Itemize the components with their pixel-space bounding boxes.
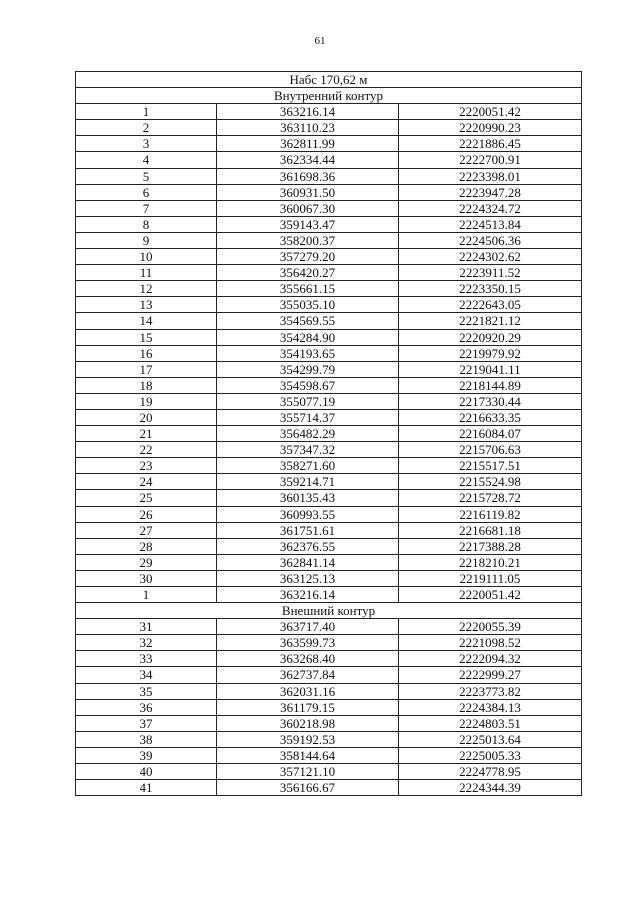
point-number-cell: 10 (76, 249, 217, 265)
table-row (76, 764, 582, 780)
point-number-cell: 36 (76, 699, 217, 715)
table-row (76, 265, 582, 281)
x-coordinate-cell: 355077.19 (217, 393, 399, 409)
x-coordinate-cell: 359192.53 (217, 731, 399, 747)
x-coordinate-cell: 356420.27 (217, 265, 399, 281)
point-number-cell: 19 (76, 393, 217, 409)
y-coordinate-cell: 2223911.52 (399, 265, 582, 281)
point-number-cell: 38 (76, 731, 217, 747)
x-coordinate-cell: 363110.23 (217, 120, 399, 136)
point-number-cell: 16 (76, 345, 217, 361)
x-coordinate-cell: 358271.60 (217, 458, 399, 474)
point-number-cell: 37 (76, 715, 217, 731)
point-number-cell: 35 (76, 683, 217, 699)
point-number-cell: 41 (76, 780, 217, 796)
table-row (76, 554, 582, 570)
x-coordinate-cell: 358200.37 (217, 232, 399, 248)
table-row (76, 216, 582, 232)
table-row (76, 313, 582, 329)
point-number-cell: 34 (76, 667, 217, 683)
coordinates-table (75, 71, 582, 796)
table-row (76, 329, 582, 345)
x-coordinate-cell: 355714.37 (217, 409, 399, 425)
point-number-cell: 21 (76, 426, 217, 442)
x-coordinate-cell: 360218.98 (217, 715, 399, 731)
point-number-cell: 3 (76, 136, 217, 152)
y-coordinate-cell: 2216084.07 (399, 426, 582, 442)
y-coordinate-cell: 2215524.98 (399, 474, 582, 490)
table-row (76, 200, 582, 216)
y-coordinate-cell: 2223350.15 (399, 281, 582, 297)
x-coordinate-cell: 362811.99 (217, 136, 399, 152)
point-number-cell: 11 (76, 265, 217, 281)
x-coordinate-cell: 360931.50 (217, 184, 399, 200)
y-coordinate-cell: 2220051.42 (399, 587, 582, 603)
point-number-cell: 27 (76, 522, 217, 538)
table-row (76, 249, 582, 265)
y-coordinate-cell: 2219111.05 (399, 570, 582, 586)
point-number-cell: 1 (76, 104, 217, 120)
table-row (76, 136, 582, 152)
point-number-cell: 1 (76, 587, 217, 603)
point-number-cell: 26 (76, 506, 217, 522)
table-row (76, 345, 582, 361)
y-coordinate-cell: 2218144.89 (399, 377, 582, 393)
y-coordinate-cell: 2224324.72 (399, 200, 582, 216)
y-coordinate-cell: 2216681.18 (399, 522, 582, 538)
point-number-cell: 5 (76, 168, 217, 184)
point-number-cell: 7 (76, 200, 217, 216)
table-row (76, 699, 582, 715)
x-coordinate-cell: 354299.79 (217, 361, 399, 377)
point-number-cell: 25 (76, 490, 217, 506)
table-row (76, 120, 582, 136)
x-coordinate-cell: 354284.90 (217, 329, 399, 345)
table-row (76, 458, 582, 474)
point-number-cell: 20 (76, 409, 217, 425)
x-coordinate-cell: 359214.71 (217, 474, 399, 490)
y-coordinate-cell: 2224384.13 (399, 699, 582, 715)
point-number-cell: 31 (76, 619, 217, 635)
y-coordinate-cell: 2219979.92 (399, 345, 582, 361)
x-coordinate-cell: 354598.67 (217, 377, 399, 393)
y-coordinate-cell: 2220990.23 (399, 120, 582, 136)
x-coordinate-cell: 361751.61 (217, 522, 399, 538)
x-coordinate-cell: 357347.32 (217, 442, 399, 458)
point-number-cell: 30 (76, 570, 217, 586)
y-coordinate-cell: 2224513.84 (399, 216, 582, 232)
table-row (76, 587, 582, 603)
table-row (76, 152, 582, 168)
point-number-cell: 13 (76, 297, 217, 313)
x-coordinate-cell: 362737.84 (217, 667, 399, 683)
point-number-cell: 6 (76, 184, 217, 200)
x-coordinate-cell: 363216.14 (217, 587, 399, 603)
table-row (76, 409, 582, 425)
table-row (76, 393, 582, 409)
table-row (76, 297, 582, 313)
table-row (76, 747, 582, 763)
table-row (76, 570, 582, 586)
table-row (76, 635, 582, 651)
point-number-cell: 2 (76, 120, 217, 136)
x-coordinate-cell: 361179.15 (217, 699, 399, 715)
table-row (76, 281, 582, 297)
y-coordinate-cell: 2220051.42 (399, 104, 582, 120)
point-number-cell: 28 (76, 538, 217, 554)
point-number-cell: 24 (76, 474, 217, 490)
y-coordinate-cell: 2222700.91 (399, 152, 582, 168)
y-coordinate-cell: 2217330.44 (399, 393, 582, 409)
table-row (76, 232, 582, 248)
y-coordinate-cell: 2221821.12 (399, 313, 582, 329)
table-row (76, 619, 582, 635)
point-number-cell: 15 (76, 329, 217, 345)
table-row (76, 377, 582, 393)
section-heading: Внешний контур (76, 603, 582, 619)
table-title: Набс 170,62 м (76, 72, 582, 88)
point-number-cell: 17 (76, 361, 217, 377)
point-number-cell: 18 (76, 377, 217, 393)
x-coordinate-cell: 361698.36 (217, 168, 399, 184)
point-number-cell: 39 (76, 747, 217, 763)
y-coordinate-cell: 2222999.27 (399, 667, 582, 683)
y-coordinate-cell: 2222094.32 (399, 651, 582, 667)
y-coordinate-cell: 2215517.51 (399, 458, 582, 474)
y-coordinate-cell: 2225013.64 (399, 731, 582, 747)
y-coordinate-cell: 2220055.39 (399, 619, 582, 635)
x-coordinate-cell: 362031.16 (217, 683, 399, 699)
point-number-cell: 9 (76, 232, 217, 248)
y-coordinate-cell: 2219041.11 (399, 361, 582, 377)
x-coordinate-cell: 362334.44 (217, 152, 399, 168)
section-heading-row (76, 603, 582, 619)
x-coordinate-cell: 363125.13 (217, 570, 399, 586)
table-row (76, 715, 582, 731)
x-coordinate-cell: 359143.47 (217, 216, 399, 232)
table-row (76, 651, 582, 667)
table-row (76, 104, 582, 120)
table-row (76, 426, 582, 442)
x-coordinate-cell: 358144.64 (217, 747, 399, 763)
section-heading: Внутренний контур (76, 88, 582, 104)
table-row (76, 490, 582, 506)
table-row (76, 184, 582, 200)
table-row (76, 780, 582, 796)
table-title-row (76, 72, 582, 88)
table-row (76, 667, 582, 683)
table-row (76, 522, 582, 538)
point-number-cell: 4 (76, 152, 217, 168)
x-coordinate-cell: 362376.55 (217, 538, 399, 554)
y-coordinate-cell: 2224302.62 (399, 249, 582, 265)
point-number-cell: 23 (76, 458, 217, 474)
y-coordinate-cell: 2225005.33 (399, 747, 582, 763)
y-coordinate-cell: 2223773.82 (399, 683, 582, 699)
point-number-cell: 8 (76, 216, 217, 232)
table-row (76, 361, 582, 377)
x-coordinate-cell: 362841.14 (217, 554, 399, 570)
x-coordinate-cell: 363717.40 (217, 619, 399, 635)
x-coordinate-cell: 354569.55 (217, 313, 399, 329)
point-number-cell: 12 (76, 281, 217, 297)
y-coordinate-cell: 2218210.21 (399, 554, 582, 570)
x-coordinate-cell: 360135.43 (217, 490, 399, 506)
table-row (76, 683, 582, 699)
point-number-cell: 22 (76, 442, 217, 458)
y-coordinate-cell: 2216633.35 (399, 409, 582, 425)
point-number-cell: 14 (76, 313, 217, 329)
point-number-cell: 29 (76, 554, 217, 570)
x-coordinate-cell: 355661.15 (217, 281, 399, 297)
x-coordinate-cell: 354193.65 (217, 345, 399, 361)
y-coordinate-cell: 2224803.51 (399, 715, 582, 731)
point-number-cell: 40 (76, 764, 217, 780)
table-row (76, 731, 582, 747)
y-coordinate-cell: 2215728.72 (399, 490, 582, 506)
x-coordinate-cell: 356482.29 (217, 426, 399, 442)
y-coordinate-cell: 2224344.39 (399, 780, 582, 796)
table-row (76, 168, 582, 184)
point-number-cell: 33 (76, 651, 217, 667)
x-coordinate-cell: 360067.30 (217, 200, 399, 216)
y-coordinate-cell: 2222643.05 (399, 297, 582, 313)
x-coordinate-cell: 363216.14 (217, 104, 399, 120)
y-coordinate-cell: 2215706.63 (399, 442, 582, 458)
y-coordinate-cell: 2220920.29 (399, 329, 582, 345)
y-coordinate-cell: 2224778.95 (399, 764, 582, 780)
x-coordinate-cell: 356166.67 (217, 780, 399, 796)
point-number-cell: 32 (76, 635, 217, 651)
y-coordinate-cell: 2217388.28 (399, 538, 582, 554)
y-coordinate-cell: 2223947.28 (399, 184, 582, 200)
y-coordinate-cell: 2224506.36 (399, 232, 582, 248)
x-coordinate-cell: 357121.10 (217, 764, 399, 780)
y-coordinate-cell: 2216119.82 (399, 506, 582, 522)
y-coordinate-cell: 2221098.52 (399, 635, 582, 651)
page-number: 61 (314, 35, 326, 47)
table-row (76, 474, 582, 490)
y-coordinate-cell: 2221886.45 (399, 136, 582, 152)
table-row (76, 442, 582, 458)
table-row (76, 538, 582, 554)
x-coordinate-cell: 360993.55 (217, 506, 399, 522)
x-coordinate-cell: 355035.10 (217, 297, 399, 313)
table-row (76, 506, 582, 522)
x-coordinate-cell: 363268.40 (217, 651, 399, 667)
x-coordinate-cell: 363599.73 (217, 635, 399, 651)
y-coordinate-cell: 2223398.01 (399, 168, 582, 184)
section-heading-row (76, 88, 582, 104)
x-coordinate-cell: 357279.20 (217, 249, 399, 265)
